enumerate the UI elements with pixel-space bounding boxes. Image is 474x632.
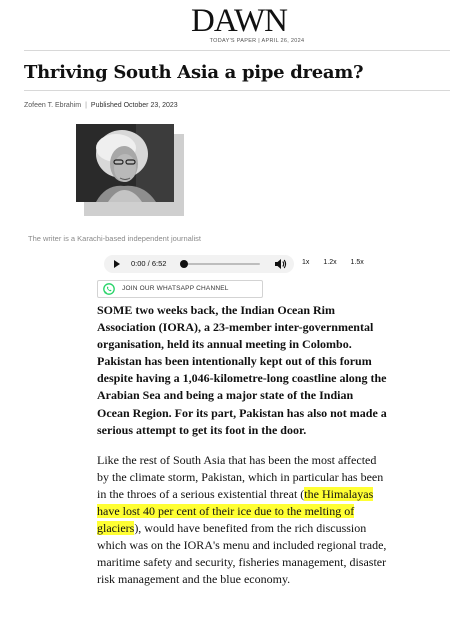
playback-speed-options — [302, 259, 376, 266]
speed-1-5x[interactable]: 1.5x — [350, 259, 364, 266]
author-photo-frame — [76, 124, 184, 216]
audio-progress-track[interactable] — [184, 263, 260, 265]
speed-1x[interactable]: 1x — [302, 259, 310, 266]
byline — [24, 102, 178, 109]
divider — [24, 90, 450, 91]
published-date: Published October 23, 2023 — [90, 102, 178, 109]
lead-paragraph: SOME two weeks back, the Indian Ocean Rim Association (IORA), a 23-member inter-governmental organisation, held its annual meeting in Colombo. Pakistan has been intentionally kept out of this forum despite having a 1,046-kilometre-long coastline along the Arabian Sea and being a major state of the Indian Ocean Region. For its part, Pakistan has also not made a serious attempt to get its foot in the door. — [97, 303, 387, 437]
audio-player — [104, 255, 294, 273]
divider — [24, 50, 450, 51]
body-paragraph — [97, 452, 387, 589]
audio-progress-thumb[interactable] — [180, 260, 188, 268]
masthead — [0, 3, 474, 44]
byline-separator: | — [85, 102, 87, 109]
highlighted-text: the Himalayas have lost 40 per cent of their ice due to the melting of glaciers — [97, 486, 374, 536]
article-body — [97, 302, 387, 589]
play-icon[interactable] — [114, 260, 120, 268]
article-headline: Thriving South Asia a pipe dream? — [24, 62, 364, 83]
paragraph-text: Like the rest of South Asia that has been the most affected by the climate storm, Pakistan, which in particular has been in the throes of a serious existential threat ( — [97, 452, 384, 501]
volume-icon[interactable] — [274, 258, 287, 270]
dawn-logo[interactable]: DAWN — [191, 3, 287, 39]
speed-1-2x[interactable]: 1.2x — [323, 259, 337, 266]
photo-caption: The writer is a Karachi-based independent journalist — [28, 234, 202, 243]
author-link[interactable]: Zofeen T. Ebrahim — [24, 102, 82, 109]
todays-paper-date[interactable]: TODAY'S PAPER | APRIL 26, 2024 — [209, 38, 305, 44]
whatsapp-channel-label: JOIN OUR WHATSAPP CHANNEL — [122, 285, 229, 292]
audio-time: 0:00 / 6:52 — [131, 259, 167, 268]
author-photo — [76, 124, 174, 202]
paragraph-text: ), would have benefited from the rich discussion which was on the IORA's menu and included regional trade, maritime safety and security, fisheries management, disaster risk management and the blue economy. — [97, 521, 387, 587]
whatsapp-icon — [103, 283, 115, 295]
whatsapp-channel-button[interactable] — [97, 280, 263, 298]
